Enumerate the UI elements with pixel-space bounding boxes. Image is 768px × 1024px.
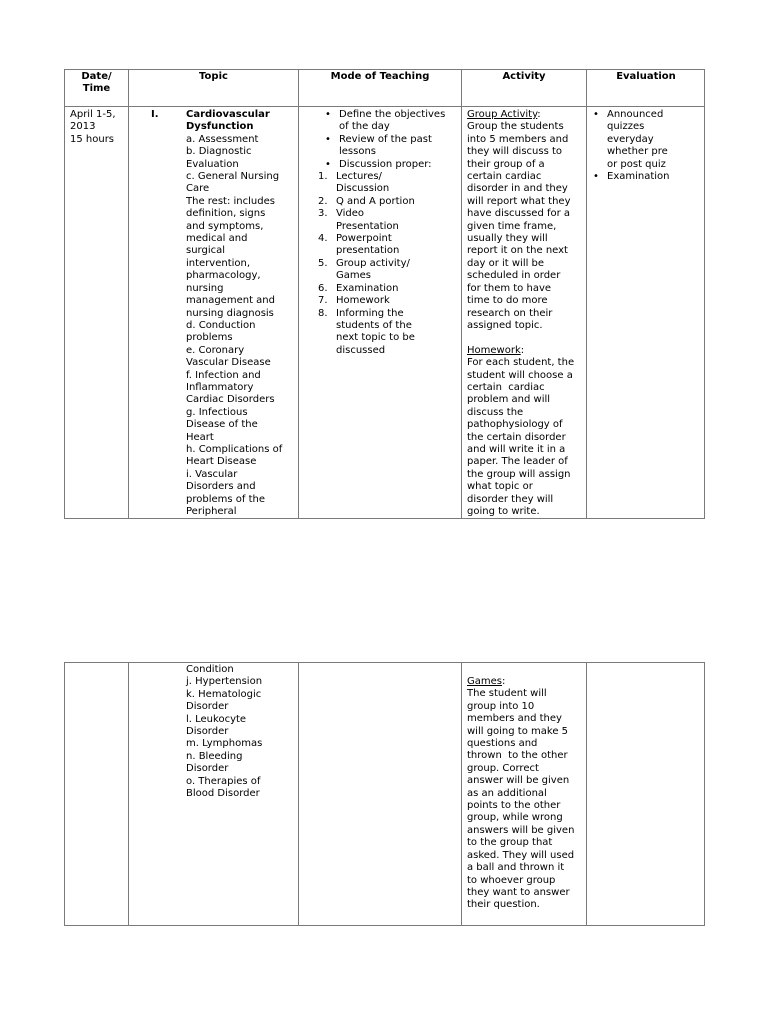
mode-of-teaching-cell bbox=[319, 109, 461, 357]
group-activity-text bbox=[467, 121, 586, 332]
topic-line: The rest: includes bbox=[186, 195, 275, 207]
topic-line: and symptoms, bbox=[186, 220, 264, 232]
mode-numbered-item: 2. Q and A portion bbox=[318, 195, 415, 207]
topic-line: d. Conduction bbox=[186, 319, 256, 331]
topic-line: medical and bbox=[186, 233, 248, 245]
topic-subtopics-continued bbox=[186, 664, 298, 800]
mode-numbered-item: 7. Homework bbox=[318, 295, 390, 307]
topic-line: Cardiac Disorders bbox=[186, 394, 275, 406]
group-activity-line: Group the students bbox=[467, 121, 564, 133]
activity-cell-continued: Games: The student will group into 10 members and they will going to make 5 questions and thrown to the other group. Correct answer will be given as an additional points to the other group, while wrong answers will be given to the group that asked. They will used a ball and thrown it to whoever group they want to answer their question. bbox=[467, 676, 586, 912]
games-line: a ball and thrown it bbox=[467, 862, 565, 874]
group-activity-line: into 5 members and bbox=[467, 133, 569, 145]
homework-heading: Homework bbox=[467, 344, 521, 356]
topic-title: Cardiovascular bbox=[186, 109, 270, 120]
topic-line: a. Assessment bbox=[186, 133, 259, 145]
header-evaluation: Evaluation bbox=[616, 71, 676, 82]
topic-line: j. Hypertension bbox=[186, 676, 263, 688]
topic-line: surgical bbox=[186, 245, 226, 257]
mode-numbered-item: 1. Lectures/ Discussion bbox=[318, 171, 390, 195]
topic-line: b. Diagnostic bbox=[186, 146, 252, 158]
group-activity-line: usually they will bbox=[467, 233, 548, 245]
topic-line: l. Leukocyte bbox=[186, 713, 247, 725]
topic-line: problems of the bbox=[186, 493, 265, 505]
games-line: questions and bbox=[467, 738, 538, 750]
homework-line: the certain disorder bbox=[467, 431, 566, 443]
homework-line: paper. The leader of bbox=[467, 456, 568, 468]
homework-line: student will choose a bbox=[467, 369, 573, 381]
topic-line: Disorder bbox=[186, 763, 229, 775]
topic-cell-continued bbox=[186, 664, 298, 800]
activity-cell: Group Activity: Group the students into 5 members and they will discuss to their group of a certain cardiac disorder in and they will report what they have discussed for a given time frame, usually they will report it on the next day or it will be scheduled in order for them to have time to do more research on their assigned topic. Homework: For each student, the student will choose a certain cardiac problem and will discuss the pathophysiology of the certain disorder and will write it in a paper. The leader of the group will assign what topic or disorder they will going to write. bbox=[467, 109, 586, 518]
topic-line: Condition bbox=[186, 664, 234, 675]
games-line: thrown to the other bbox=[467, 750, 568, 762]
lesson-plan-table-top bbox=[64, 69, 705, 519]
group-activity-line: assigned topic. bbox=[467, 319, 543, 331]
date-cell: April 1-5, 2013 15 hours bbox=[70, 109, 116, 145]
mode-numbered-item: 4. Powerpoint presentation bbox=[318, 233, 400, 257]
group-activity-line: time to do more bbox=[467, 295, 548, 307]
topic-line: f. Infection and bbox=[186, 369, 261, 381]
games-line: members and they bbox=[467, 713, 562, 725]
topic-line: Disorder bbox=[186, 701, 229, 713]
topic-line: definition, signs bbox=[186, 208, 266, 220]
games-line: will going to make 5 bbox=[467, 725, 569, 737]
topic-line: problems bbox=[186, 332, 233, 344]
group-activity-line: day or it will be bbox=[467, 257, 545, 269]
topic-line: intervention, bbox=[186, 257, 251, 269]
evaluation-bullet-item: • Examination bbox=[587, 171, 705, 183]
games-line: group, while wrong bbox=[467, 812, 563, 824]
header-mode-of-teaching: Mode of Teaching bbox=[330, 71, 430, 82]
games-line: group into 10 bbox=[467, 700, 535, 712]
homework-line: the group will assign bbox=[467, 468, 571, 480]
topic-line: h. Complications of bbox=[186, 443, 283, 455]
lesson-plan-table-continued bbox=[64, 662, 705, 926]
homework-line: problem and will bbox=[467, 394, 551, 406]
homework-line: discuss the bbox=[467, 406, 524, 418]
games-line: asked. They will used bbox=[467, 849, 575, 861]
games-line: they want to answer bbox=[467, 886, 570, 898]
games-heading: Games bbox=[467, 676, 502, 687]
mode-bullet-list bbox=[319, 109, 461, 171]
homework-line: what topic or bbox=[467, 481, 533, 493]
mode-numbered-item: 5. Group activity/ Games bbox=[318, 257, 410, 282]
mode-bullet-item: • Discussion proper: bbox=[319, 159, 461, 171]
homework-line: pathophysiology of bbox=[467, 419, 563, 431]
mode-numbered-item: 8. Informing the students of the next topic to be discussed bbox=[318, 307, 415, 356]
group-activity-line: report it on the next bbox=[467, 245, 568, 257]
games-line: The student will bbox=[467, 688, 547, 700]
group-activity-line: their group of a bbox=[467, 158, 545, 170]
topic-line: i. Vascular bbox=[186, 468, 238, 480]
topic-line: Heart Disease bbox=[186, 456, 257, 468]
homework-line: and will write it in a bbox=[467, 443, 566, 455]
mode-numbered-item: 3. Video Presentation bbox=[318, 208, 399, 232]
evaluation-bullet-list bbox=[587, 109, 705, 183]
topic-line: m. Lymphomas bbox=[186, 738, 263, 750]
games-line: answers will be given bbox=[467, 824, 575, 836]
group-activity-line: have discussed for a bbox=[467, 208, 571, 220]
homework-line: For each student, the bbox=[467, 357, 575, 369]
topic-line: Blood Disorder bbox=[186, 788, 260, 800]
topic-line: o. Therapies of bbox=[186, 775, 261, 787]
topic-cell: Cardiovascular Dysfunction a. Assessment b. Diagnostic Evaluation c. General Nursing Care The rest: includes definition, signs and symptoms, medical and surgical intervention, pharmacology, nursing management and nursing diagnosis d. Conduction problems e. Coronary Vascular Disease f. Infection and Inflammatory Cardiac Disorders g. Infectious Disease of the Heart h. Complications of Heart Disease i. Vascular Disorders and problems of the Peripheral bbox=[186, 109, 298, 518]
header-topic: Topic bbox=[199, 71, 228, 82]
topic-line: nursing diagnosis bbox=[186, 307, 274, 319]
evaluation-cell bbox=[587, 109, 705, 183]
group-activity-line: scheduled in order bbox=[467, 270, 561, 282]
evaluation-bullet-item: • Announced quizzes everyday whether pre or post quiz bbox=[587, 109, 705, 171]
topic-line: Vascular Disease bbox=[186, 357, 271, 369]
group-activity-line: given time frame, bbox=[467, 220, 557, 232]
topic-line: Disorders and bbox=[186, 481, 256, 493]
topic-line: nursing bbox=[186, 282, 224, 294]
topic-line: k. Hematologic bbox=[186, 688, 262, 700]
topic-line: e. Coronary bbox=[186, 344, 245, 356]
topic-numeral: I. bbox=[151, 109, 159, 120]
topic-line: pharmacology, bbox=[186, 270, 261, 282]
games-line: group. Correct bbox=[467, 762, 539, 774]
topic-subtopics bbox=[186, 134, 298, 519]
games-line: as an additional bbox=[467, 787, 547, 799]
topic-line: g. Infectious bbox=[186, 406, 248, 418]
games-text bbox=[467, 688, 586, 911]
topic-line: Heart bbox=[186, 431, 214, 443]
group-activity-line: disorder in and they bbox=[467, 183, 568, 195]
mode-bullet-item: • Review of the past lessons bbox=[319, 134, 461, 159]
topic-line: Care bbox=[186, 183, 210, 195]
topic-line: Evaluation bbox=[186, 158, 239, 170]
topic-line: Disorder bbox=[186, 726, 229, 738]
group-activity-line: will report what they bbox=[467, 195, 571, 207]
topic-line: Disease of the bbox=[186, 419, 258, 431]
games-line: to the group that bbox=[467, 837, 553, 849]
mode-bullet-item: • Define the objectives of the day bbox=[319, 109, 461, 134]
topic-line: n. Bleeding bbox=[186, 750, 243, 762]
games-line: points to the other bbox=[467, 800, 561, 812]
mode-numbered-item: 6. Examination bbox=[318, 282, 399, 294]
homework-text bbox=[467, 357, 586, 518]
homework-line: certain cardiac bbox=[467, 381, 545, 393]
group-activity-line: for them to have bbox=[467, 282, 552, 294]
group-activity-heading: Group Activity bbox=[467, 109, 538, 120]
games-line: answer will be given bbox=[467, 775, 570, 787]
topic-line: Peripheral bbox=[186, 506, 237, 517]
mode-numbered-list bbox=[299, 171, 461, 357]
homework-line: going to write. bbox=[467, 505, 540, 517]
games-line: their question. bbox=[467, 899, 540, 911]
header-date-time: Date/ Time bbox=[81, 71, 112, 95]
group-activity-line: they will discuss to bbox=[467, 146, 563, 158]
header-activity: Activity bbox=[502, 71, 546, 82]
homework-line: disorder they will bbox=[467, 493, 554, 505]
group-activity-line: research on their bbox=[467, 307, 553, 319]
group-activity-line: certain cardiac bbox=[467, 171, 542, 183]
topic-line: management and bbox=[186, 295, 275, 307]
games-line: to whoever group bbox=[467, 874, 556, 886]
topic-line: c. General Nursing bbox=[186, 171, 280, 183]
topic-line: Inflammatory bbox=[186, 381, 254, 393]
